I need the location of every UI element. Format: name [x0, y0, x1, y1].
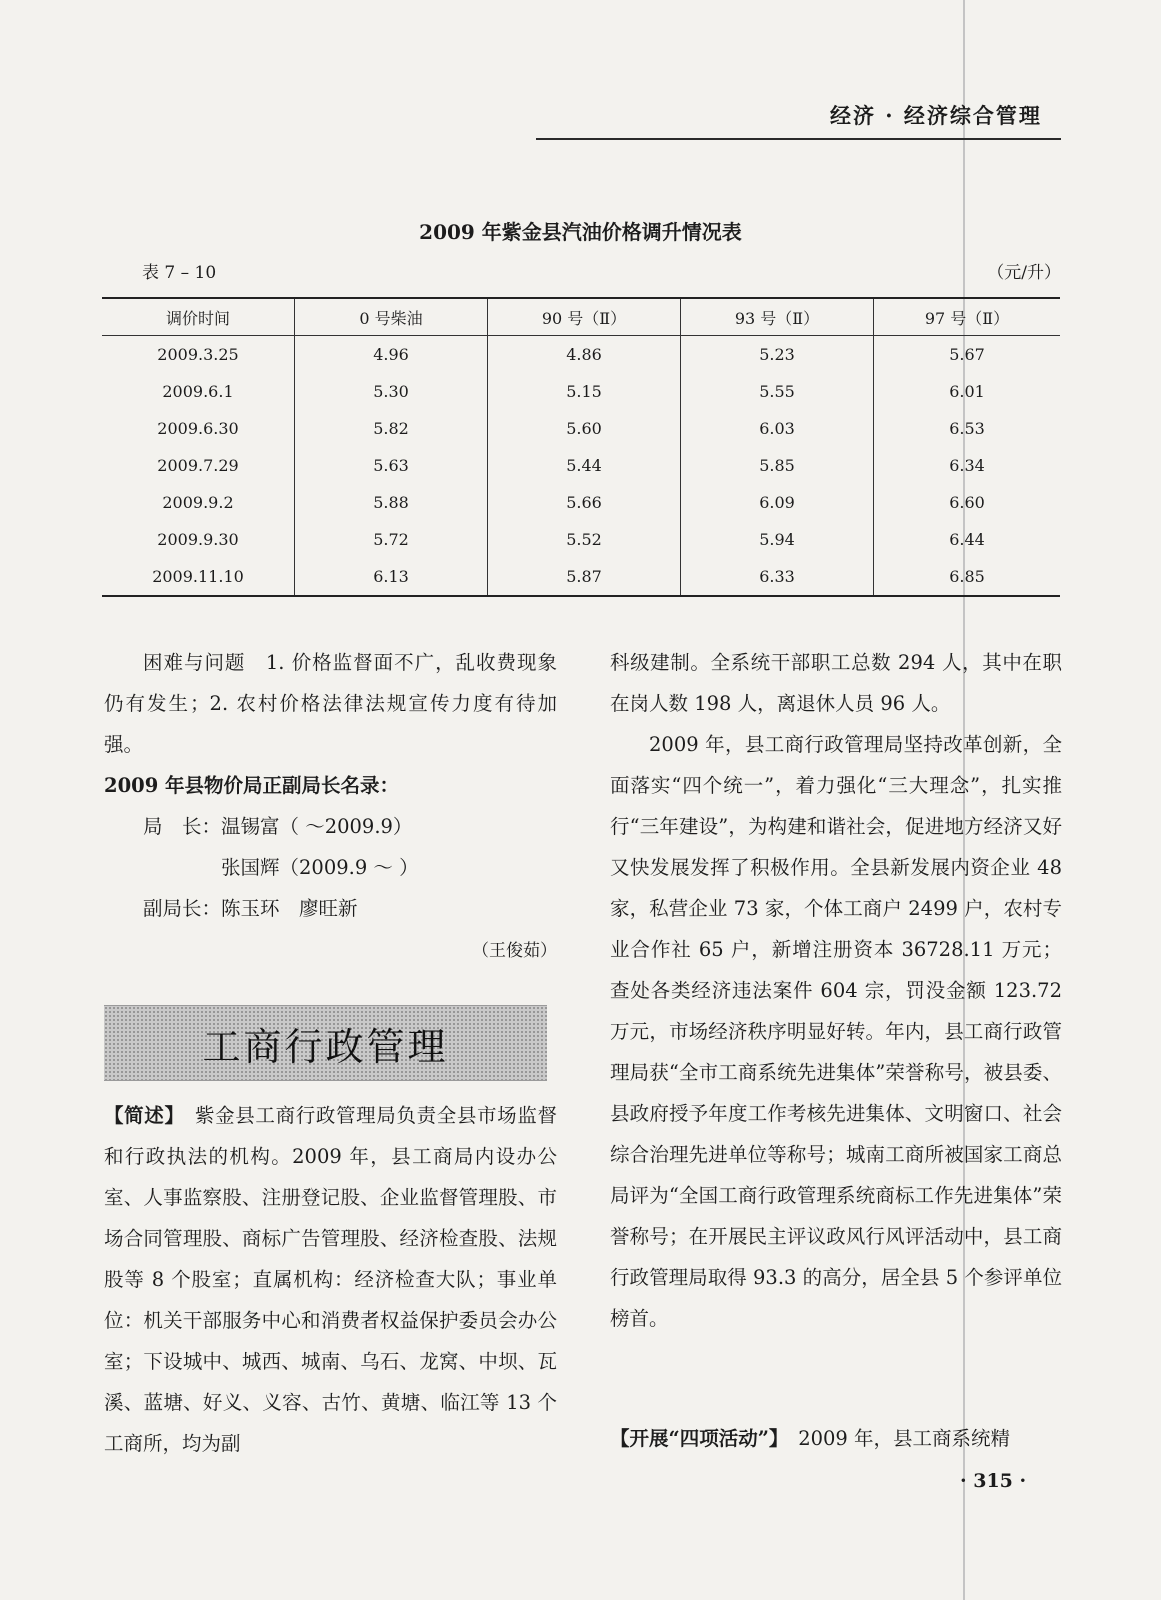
table-cell: 5.66	[488, 484, 681, 521]
section-title: 工商行政管理	[202, 1024, 449, 1069]
table-cell: 5.52	[488, 521, 681, 558]
table-cell: 6.03	[681, 410, 874, 447]
right-column	[610, 642, 1062, 1339]
table-cell: 2009.11.10	[152, 567, 244, 586]
column-header: 90 号（Ⅱ）	[488, 298, 681, 336]
table-row	[102, 447, 1060, 484]
summary-paragraph	[104, 1095, 557, 1464]
summary-block	[104, 1095, 557, 1464]
table-cell: 5.30	[295, 373, 488, 410]
table-row	[102, 410, 1060, 447]
table-cell: 2009.9.2	[162, 493, 234, 512]
table-cell: 6.53	[874, 410, 1061, 447]
table-cell: 6.01	[874, 373, 1061, 410]
column-header: 调价时间	[102, 298, 295, 336]
table-row	[102, 558, 1060, 596]
table-row	[102, 336, 1060, 374]
table-cell: 4.96	[295, 336, 488, 374]
table-title: 2009 年紫金县汽油价格调升情况表	[419, 220, 742, 244]
table-row	[102, 373, 1060, 410]
table-cell: 6.13	[295, 558, 488, 596]
table-cell: 5.72	[295, 521, 488, 558]
table-cell: 4.86	[488, 336, 681, 374]
table-cell: 5.55	[681, 373, 874, 410]
roster-title: 2009 年县物价局正副局长名录：	[104, 774, 400, 797]
summary-text: 紫金县工商行政管理局负责全县市场监督和行政执法的机构。2009 年，县工商局内设办公室、人事监察股、注册登记股、企业监督管理股、市场合同管理股、商标广告管理股、经济检查股、法规股等 8 个股室；直属机构：经济检查大队；事业单位：机关干部服务中心和消费者权益保护委员会办公室；下设城中、城西、城南、乌石、龙窝、中坝、瓦溪、蓝塘、好义、义容、古竹、黄塘、临江等 13 个工商所，均为副	[104, 1104, 557, 1455]
table-cell: 2009.6.1	[162, 382, 234, 401]
official-roster	[104, 806, 557, 929]
column-header: 0 号柴油	[295, 298, 488, 336]
left-column	[104, 642, 557, 972]
table-cell: 5.88	[295, 484, 488, 521]
main-paragraph: 2009 年，县工商行政管理局坚持改革创新，全面落实“四个统一”，着力强化“三大理念”，扎实推行“三年建设”，为构建和谐社会，促进地方经济又好又快发展发挥了积极作用。全县新发展内资企业 48 家，私营企业 73 家，个体工商户 2499 户，农村专业合作社 65 户，新增注册资本 36728.11 万元；查处各类经济违法案件 604 宗，罚没金额 123.72 万元，市场经济秩序明显好转。年内，县工商行政管理局获“全市工商系统先进集体”荣誉称号，被县委、县政府授予年度工作考核先进集体、文明窗口、社会综合治理先进单位等称号；城南工商所被国家工商总局评为“全国工商行政管理系统商标工作先进集体”荣誉称号；在开展民主评议政风行风评活动中，县工商行政管理局取得 93.3 的高分，居全县 5 个参评单位榜首。	[610, 733, 1062, 1330]
table-cell: 6.09	[681, 484, 874, 521]
table-cell: 5.67	[874, 336, 1061, 374]
table-number: 表 7 – 10	[142, 263, 217, 283]
table-cell: 5.44	[488, 447, 681, 484]
table-cell: 5.85	[681, 447, 874, 484]
column-header: 97 号（Ⅱ）	[874, 298, 1061, 336]
table-cell: 5.94	[681, 521, 874, 558]
problems-paragraph: 困难与问题 1. 价格监督面不广，乱收费现象仍有发生；2. 农村价格法律法规宣传力度有待加强。	[104, 651, 557, 756]
table-cell: 6.34	[874, 447, 1061, 484]
continuation-paragraph: 科级建制。全系统干部职工总数 294 人，其中在职在岗人数 198 人，离退休人员 96 人。	[610, 651, 1062, 715]
running-header: 经济 · 经济综合管理	[830, 103, 1042, 128]
table-row	[102, 521, 1060, 558]
table-cell: 2009.6.30	[157, 419, 239, 438]
table-cell: 5.60	[488, 410, 681, 447]
table-cell: 6.60	[874, 484, 1061, 521]
table-cell: 5.82	[295, 410, 488, 447]
author-credit: （王俊茹）	[472, 941, 557, 961]
roster-line: 局 长：温锡富（ ～2009.9）	[143, 815, 413, 838]
table-cell: 5.15	[488, 373, 681, 410]
roster-line: 副局长：陈玉环 廖旺新	[143, 897, 358, 920]
table-unit: （元/升）	[987, 263, 1061, 283]
page-number: · 315 ·	[960, 1470, 1027, 1492]
table-cell: 2009.3.25	[157, 345, 239, 364]
price-table	[102, 297, 1060, 597]
roster-line: 张国辉（2009.9 ～ ）	[143, 856, 419, 879]
header-rule	[536, 138, 1061, 140]
table-header-row	[102, 298, 1060, 336]
table-cell: 5.23	[681, 336, 874, 374]
summary-lead: 【简述】	[104, 1104, 175, 1127]
table-cell: 5.87	[488, 558, 681, 596]
column-header: 93 号（Ⅱ）	[681, 298, 874, 336]
table-cell: 2009.9.30	[157, 530, 239, 549]
activities-paragraph	[610, 1418, 1062, 1459]
table-row	[102, 484, 1060, 521]
activities-lead: 【开展“四项活动”】	[610, 1427, 779, 1450]
table-cell: 6.44	[874, 521, 1061, 558]
activities-text: 2009 年，县工商系统精	[778, 1427, 1011, 1450]
table-cell: 6.33	[681, 558, 874, 596]
section-banner	[104, 1005, 547, 1081]
table-cell: 6.85	[874, 558, 1061, 596]
table-cell: 2009.7.29	[157, 456, 239, 475]
activities-block	[610, 1418, 1062, 1459]
table-cell: 5.63	[295, 447, 488, 484]
